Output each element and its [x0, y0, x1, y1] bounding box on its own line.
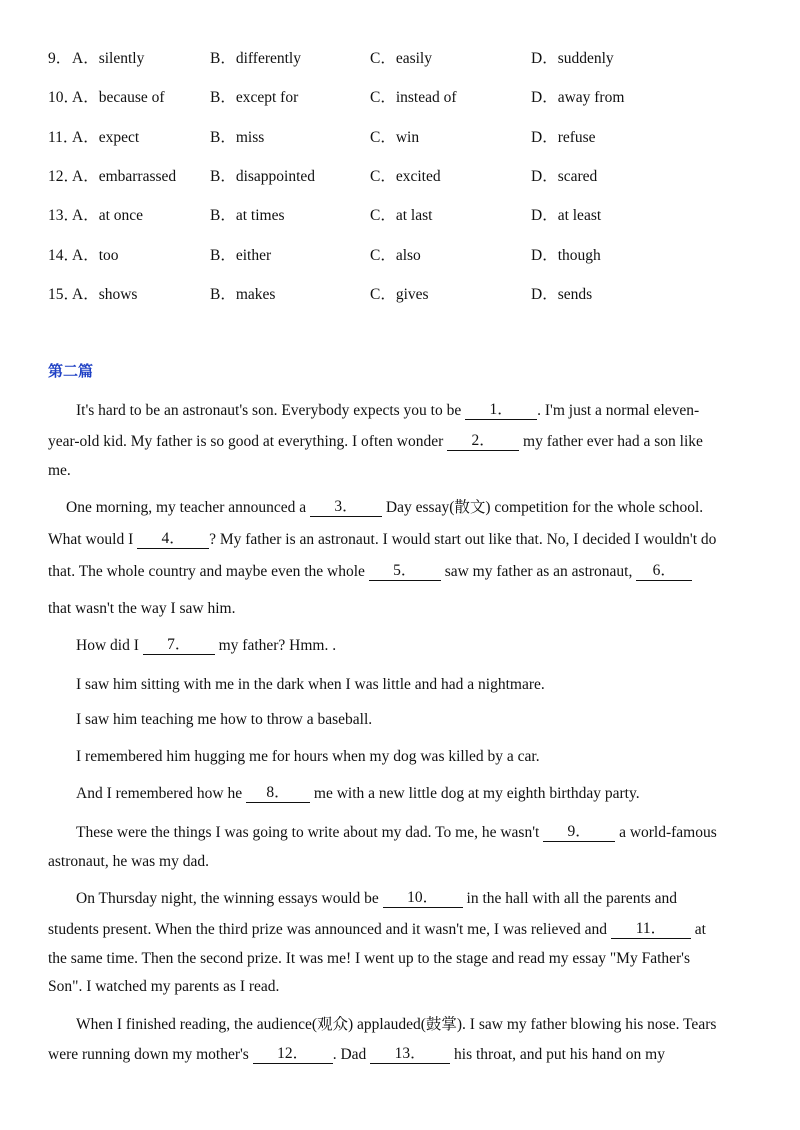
passage-text: were running down my mother's: [48, 1046, 249, 1063]
option-d: D．sends: [531, 286, 593, 303]
passage-text: the same time. Then the second prize. It was me! I went up to the stage and read my essay "My Father's: [48, 950, 690, 967]
blank-2[interactable]: 2．: [447, 432, 519, 451]
passage-text: ? My father is an astronaut. I would start out like that. No, I decided I wouldn't do: [209, 531, 717, 548]
passage-text: that. The whole country and maybe even the whole: [48, 563, 365, 580]
option-c: C．easily: [370, 50, 432, 67]
passage-text: I remembered him hugging me for hours when my dog was killed by a car.: [76, 748, 540, 765]
option-b: B．either: [210, 247, 272, 264]
option-b: B．makes: [210, 286, 276, 303]
blank-13[interactable]: 13．: [370, 1045, 450, 1064]
blank-10[interactable]: 10．: [383, 889, 463, 908]
option-c: C．win: [370, 129, 420, 146]
passage-line: [48, 975, 768, 999]
passage-text: my father? Hmm. .: [218, 637, 337, 654]
option-a: A．shows: [72, 286, 138, 303]
option-a: A．at once: [72, 207, 144, 224]
passage-text: . Dad: [332, 1046, 367, 1063]
blank-8[interactable]: 8．: [246, 784, 310, 803]
question-number: 9．: [48, 50, 72, 67]
blank-9[interactable]: 9．: [543, 823, 615, 842]
passage-line: [48, 560, 768, 584]
question-9-options: [48, 48, 768, 70]
option-a: A．expect: [72, 129, 140, 146]
option-d: D．suddenly: [531, 50, 614, 67]
question-14-options: [48, 245, 768, 267]
passage-text: I saw him sitting with me in the dark when I was little and had a nightmare.: [76, 676, 545, 693]
passage-line: [48, 782, 768, 806]
blank-4[interactable]: 4．: [137, 530, 209, 549]
passage-line: [48, 496, 768, 520]
passage-text: And I remembered how he: [76, 785, 243, 802]
option-c: C．gives: [370, 286, 429, 303]
passage-text: These were the things I was going to write about my dad. To me, he wasn't: [76, 824, 540, 841]
passage-text: How did I: [76, 637, 139, 654]
passage-line: [48, 673, 768, 697]
option-d: D．though: [531, 247, 601, 264]
option-a: A．too: [72, 247, 119, 264]
option-c: C．instead of: [370, 89, 457, 106]
passage-text: astronaut, he was my dad.: [48, 853, 209, 870]
blank-3[interactable]: 3．: [310, 498, 382, 517]
passage-text: me.: [48, 462, 71, 479]
passage-line: [48, 850, 768, 874]
passage-text: students present. When the third prize was announced and it wasn't me, I was relieved and: [48, 921, 608, 938]
question-12-options: [48, 166, 768, 188]
passage-text: a world-famous: [619, 824, 717, 841]
passage-text: his throat, and put his hand on my: [454, 1046, 665, 1063]
section-title: 第二篇: [48, 362, 94, 380]
option-b: B．miss: [210, 129, 265, 146]
passage-text: Day essay(散文) competition for the whole school.: [385, 499, 704, 516]
blank-11[interactable]: 11．: [611, 920, 691, 939]
passage-line: [48, 947, 768, 971]
passage-line: [48, 708, 768, 732]
passage-text: saw my father as an astronaut,: [444, 563, 633, 580]
passage-text: in the hall with all the parents and: [466, 890, 678, 907]
passage-line: [48, 597, 768, 621]
option-a: A．silently: [72, 50, 145, 67]
passage-text: me with a new little dog at my eighth birthday party.: [313, 785, 640, 802]
option-b: B．disappointed: [210, 168, 316, 185]
passage-line: [48, 1043, 768, 1067]
option-a: A．embarrassed: [72, 168, 177, 185]
passage-text: year-old kid. My father is so good at everything. I often wonder: [48, 433, 444, 450]
passage-line: [48, 887, 768, 911]
question-15-options: [48, 284, 768, 306]
passage-text: I saw him teaching me how to throw a baseball.: [76, 711, 373, 728]
option-c: C．excited: [370, 168, 441, 185]
passage-text: It's hard to be an astronaut's son. Everybody expects you to be: [76, 402, 462, 419]
option-b: B．except for: [210, 89, 299, 106]
question-10-options: [48, 87, 768, 109]
passage-line: [48, 430, 768, 454]
option-d: D．away from: [531, 89, 625, 106]
option-d: D．at least: [531, 207, 602, 224]
passage-text: . I'm just a normal eleven-: [537, 402, 700, 419]
passage-line: [48, 1013, 768, 1037]
question-number: 13．: [48, 207, 80, 224]
question-number: 12．: [48, 168, 80, 185]
passage-text: my father ever had a son like: [523, 433, 703, 450]
question-number: 11．: [48, 129, 79, 146]
passage-line: [48, 399, 768, 423]
option-a: A．because of: [72, 89, 165, 106]
passage-line: [48, 459, 768, 483]
blank-12[interactable]: 12．: [253, 1045, 333, 1064]
passage-text: that wasn't the way I saw him.: [48, 600, 236, 617]
passage-text: at: [694, 921, 706, 938]
blank-1[interactable]: 1．: [465, 401, 537, 420]
question-number: 14．: [48, 247, 80, 264]
passage-line: [48, 918, 768, 942]
option-b: B．at times: [210, 207, 285, 224]
passage-text: Son". I watched my parents as I read.: [48, 978, 280, 995]
blank-5[interactable]: 5．: [369, 562, 441, 581]
passage-text: When I finished reading, the audience(观众) applauded(鼓掌). I saw my father blowing his nose. Tears: [76, 1016, 717, 1033]
option-b: B．differently: [210, 50, 301, 67]
question-11-options: [48, 127, 768, 149]
option-c: C．at last: [370, 207, 433, 224]
passage-line: [48, 821, 768, 845]
question-number: 10．: [48, 89, 80, 106]
option-d: D．refuse: [531, 129, 596, 146]
passage-text: What would I: [48, 531, 134, 548]
option-d: D．scared: [531, 168, 598, 185]
passage-text: One morning, my teacher announced a: [66, 499, 307, 516]
passage-line: [48, 634, 768, 658]
question-number: 15．: [48, 286, 80, 303]
passage-line: [48, 745, 768, 769]
question-13-options: [48, 205, 768, 227]
option-c: C．also: [370, 247, 421, 264]
passage-text: On Thursday night, the winning essays would be: [76, 890, 379, 907]
blank-6[interactable]: 6．: [636, 562, 692, 581]
passage-line: [48, 528, 768, 552]
blank-7[interactable]: 7．: [143, 636, 215, 655]
